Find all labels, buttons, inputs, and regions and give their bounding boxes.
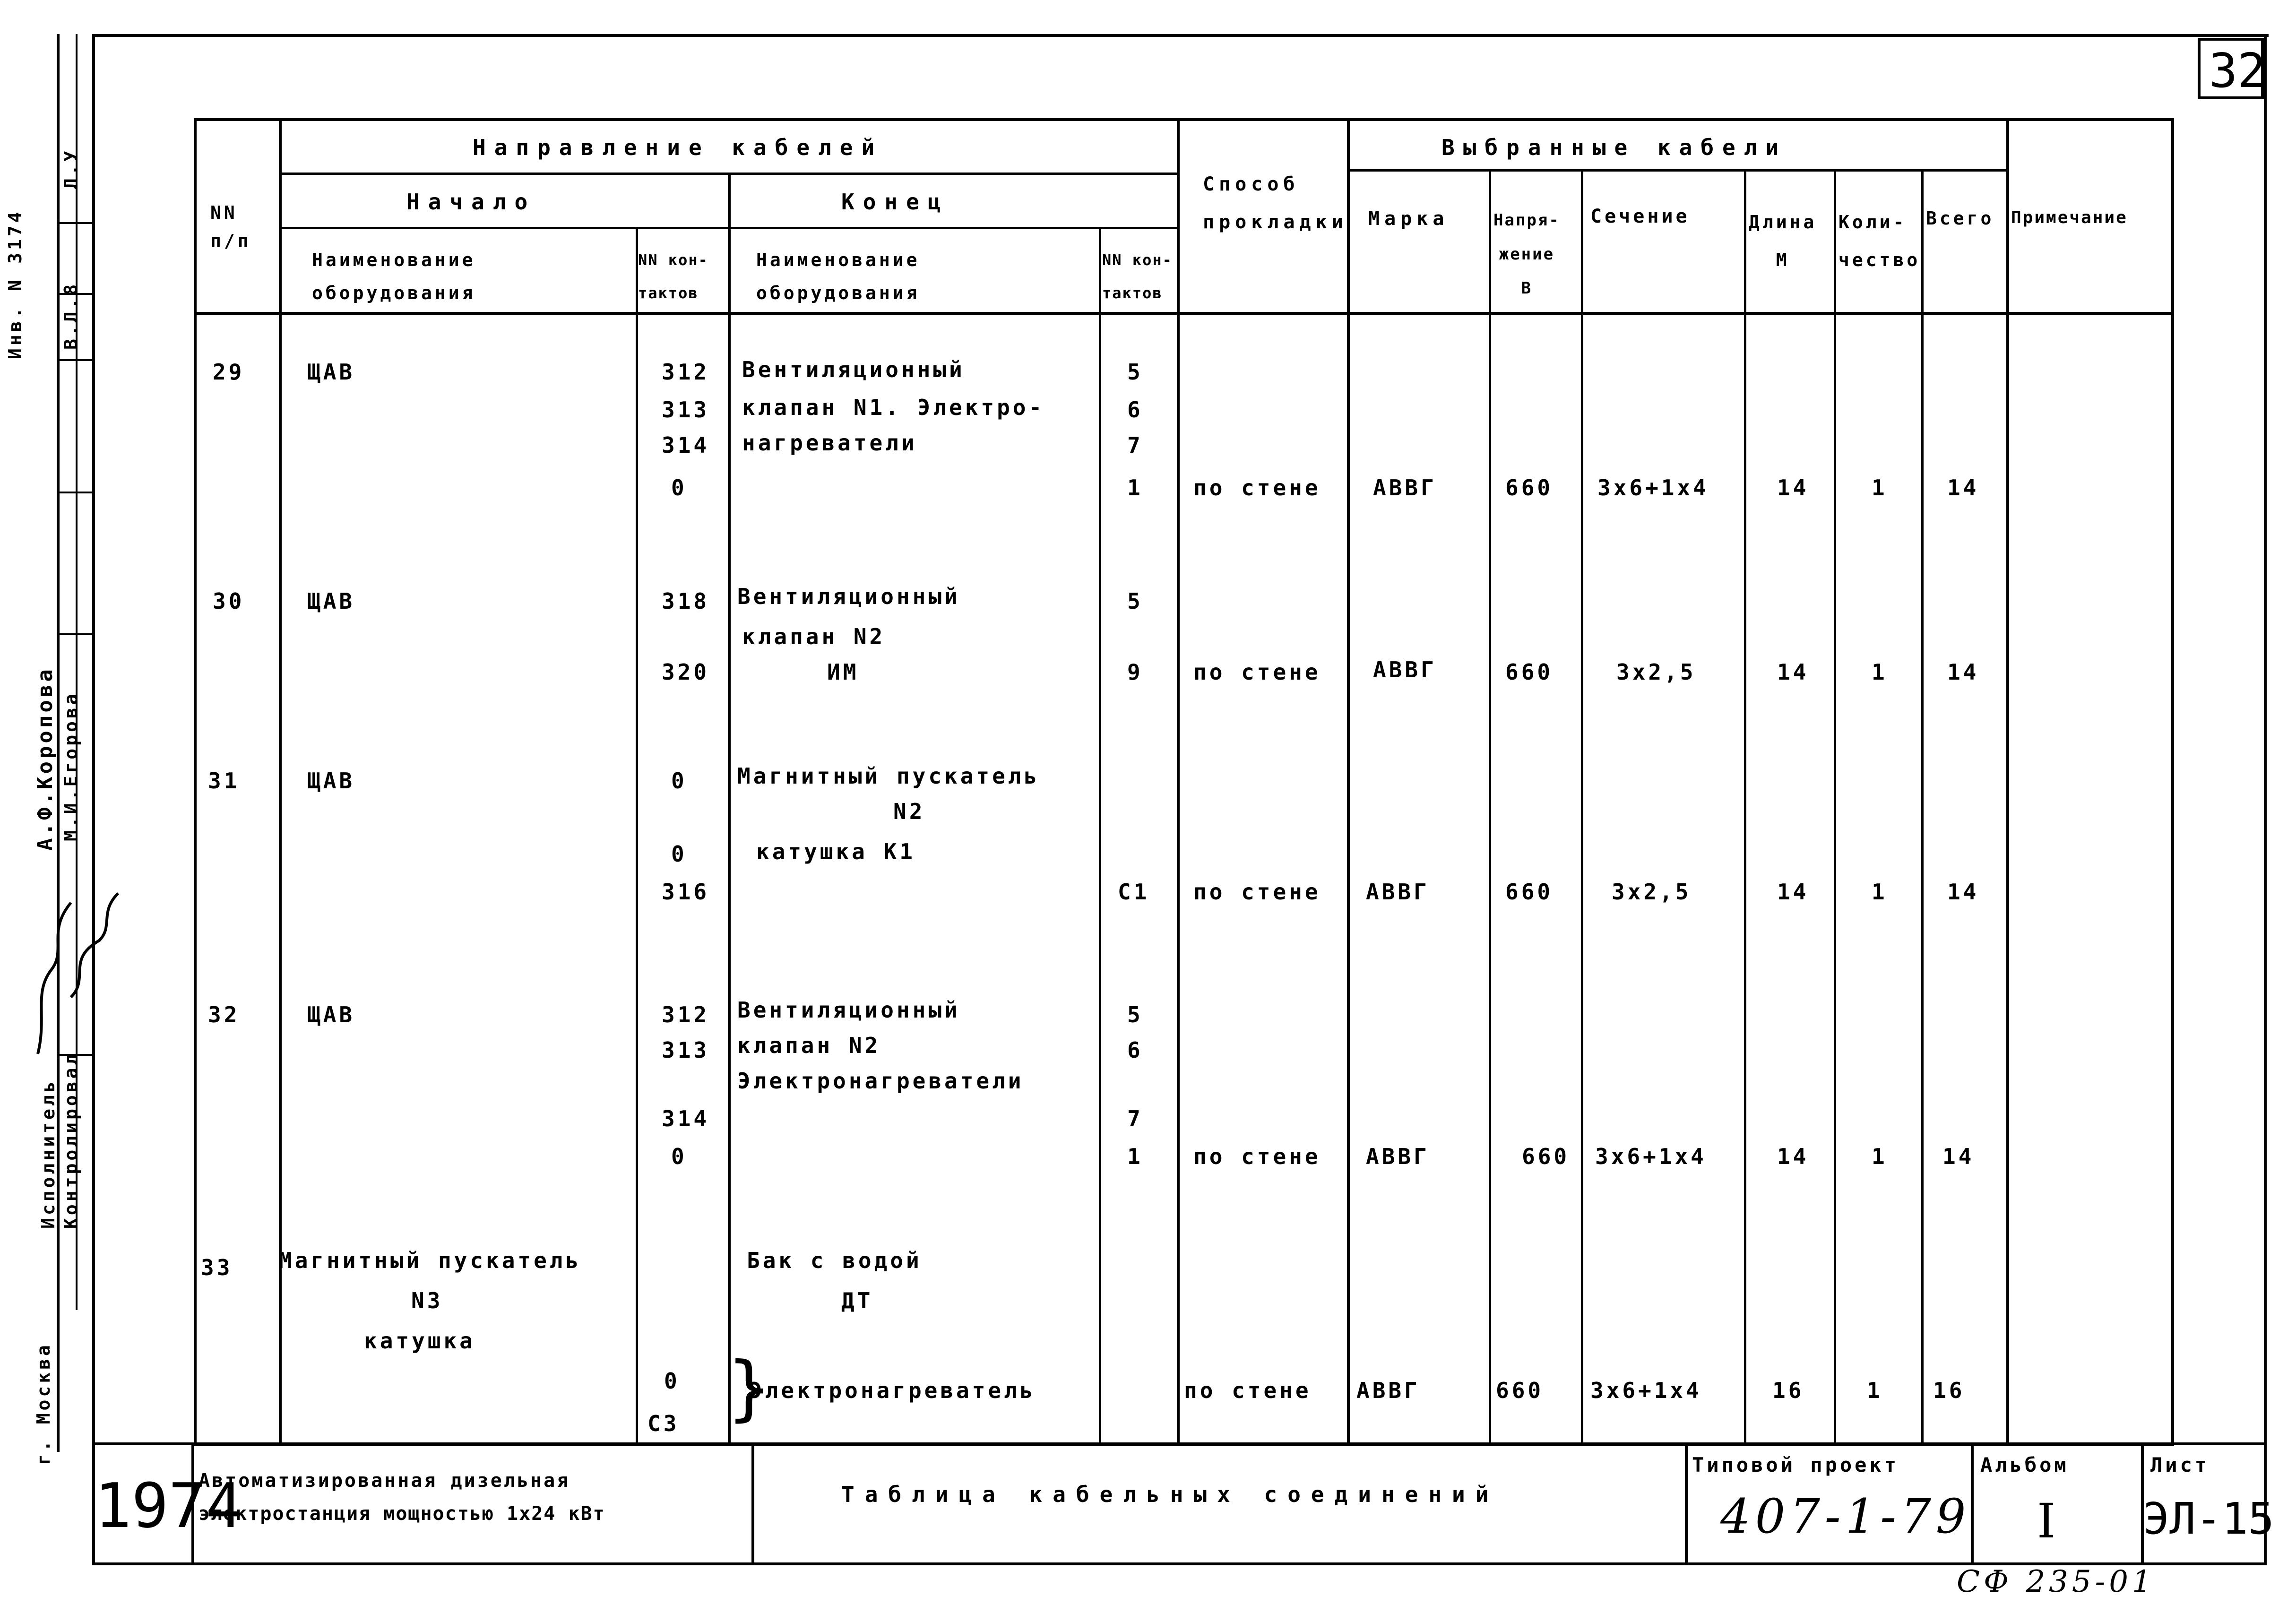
row30-end-name-3: ИМ [827, 659, 859, 685]
stamp-div-title [1685, 1442, 1688, 1565]
row31-end-name-2: N2 [893, 799, 925, 824]
row30-start-contact-2: 320 [662, 659, 710, 685]
frame-bottom [92, 1562, 2266, 1565]
row31-end-name-1: Магнитный пускатель [737, 763, 1040, 789]
row32-start-contact-4: 0 [671, 1144, 687, 1169]
row29-end-contact-2: 6 [1127, 397, 1143, 423]
col-line-end-contacts [1177, 118, 1180, 1446]
col-line-start-contacts [728, 175, 731, 1446]
row32-total: 14 [1942, 1144, 1975, 1169]
row29-start-contact-4: 0 [671, 475, 687, 500]
row31-start-contact-1: 0 [671, 768, 687, 794]
hdr-total: Всего [1926, 208, 1994, 229]
row30-section: 3x2,5 [1616, 659, 1696, 685]
stamp-album-value: I [2037, 1493, 2059, 1549]
row32-end-contact-4: 1 [1127, 1144, 1143, 1169]
row31-method: по стене [1193, 879, 1321, 905]
row31-section: 3x2,5 [1612, 879, 1692, 905]
stamp-project-number: 407-1-79 [1720, 1489, 1971, 1544]
col-line-start-name [636, 227, 638, 1446]
side-executor-label: Исполнитель [38, 1079, 59, 1229]
hdr-direction: Направление кабелей [473, 135, 883, 160]
hdr-line-1 [279, 173, 1179, 175]
stamp-object-line-2: электростанция мощностью 1x24 кВт [199, 1503, 605, 1525]
row33-start-name-3: катушка [364, 1328, 475, 1354]
row29-voltage: 660 [1505, 475, 1554, 500]
row32-section: 3x6+1x4 [1595, 1144, 1707, 1169]
hdr-end-equipment: Наименование оборудования [756, 250, 920, 303]
col-line-mark [1489, 170, 1491, 1446]
hdr-line-3 [194, 312, 2174, 315]
stamp-year: 1974 [95, 1470, 243, 1542]
row30-length: 14 [1777, 659, 1809, 685]
row32-method: по стене [1193, 1144, 1321, 1169]
row33-num: 33 [201, 1255, 233, 1280]
row31-mark: АВВГ [1366, 879, 1430, 905]
row33-total: 16 [1933, 1378, 1965, 1403]
row29-start-name: ЩАВ [307, 359, 355, 385]
side-strip-line-4 [57, 492, 95, 493]
sheet-number-box [2198, 38, 2264, 99]
col-line-voltage [1581, 170, 1583, 1446]
side-inv-label: Инв. N 3174 [5, 209, 26, 359]
col-line-num [279, 118, 282, 1446]
row32-num: 32 [208, 1002, 240, 1027]
col-line-length [1834, 170, 1836, 1446]
hdr-count: Коли- чество [1839, 212, 1921, 270]
row29-total: 14 [1947, 475, 1979, 500]
stamp-div-object [751, 1442, 754, 1565]
sheet-number: 32 [2209, 43, 2266, 98]
row32-length: 14 [1777, 1144, 1809, 1169]
row30-mark: АВВГ [1373, 657, 1437, 682]
row32-start-contact-3: 314 [662, 1106, 710, 1131]
row33-brace-icon: } [728, 1347, 771, 1429]
row32-end-name-3: Электронагреватели [737, 1068, 1024, 1094]
hdr-note: Примечание [2011, 208, 2128, 227]
row30-end-name-1: Вентиляционный [737, 584, 960, 609]
row32-mark: АВВГ [1366, 1144, 1430, 1169]
row31-start-name: ЩАВ [307, 768, 355, 794]
side-ly: Л.У [60, 148, 81, 189]
row29-start-contact-2: 313 [662, 397, 710, 423]
row33-start-name-1: Магнитный пускатель [279, 1248, 582, 1273]
row31-count: 1 [1872, 879, 1888, 905]
row32-end-name-1: Вентиляционный [737, 997, 960, 1023]
row31-end-name-3: катушка К1 [756, 839, 915, 864]
row29-end-contact-3: 7 [1127, 432, 1143, 458]
row29-end-contact-4: 1 [1127, 475, 1143, 500]
row30-end-contact-1: 5 [1127, 588, 1143, 614]
row30-total: 14 [1947, 659, 1979, 685]
row33-section: 3x6+1x4 [1590, 1378, 1702, 1403]
row29-length: 14 [1777, 475, 1809, 500]
row32-end-name-2: клапан N2 [737, 1033, 881, 1058]
row29-method: по стене [1193, 475, 1321, 500]
row33-voltage: 660 [1496, 1378, 1544, 1403]
row32-count: 1 [1872, 1144, 1888, 1169]
hdr-num: NN п/п [210, 202, 251, 251]
hdr-end-contacts: NN кон- тактов [1102, 251, 1173, 302]
hdr-mark: Марка [1368, 208, 1449, 230]
row33-end-name-2: ДТ [841, 1288, 873, 1313]
frame-right [2264, 34, 2267, 1565]
row31-total: 14 [1947, 879, 1979, 905]
side-checked-label: Контролировал [60, 1051, 81, 1229]
cable-table [194, 118, 2174, 1446]
side-city: г. Москва [33, 1342, 54, 1465]
row29-count: 1 [1872, 475, 1888, 500]
row32-start-contact-2: 313 [662, 1037, 710, 1063]
col-line-method [1347, 118, 1350, 1446]
row33-length: 16 [1772, 1378, 1804, 1403]
row29-start-contact-3: 314 [662, 432, 710, 458]
footer-code: СФ 235-01 [1957, 1564, 2155, 1599]
row31-length: 14 [1777, 879, 1809, 905]
row29-num: 29 [213, 359, 245, 385]
stamp-sheet-value: ЭЛ-15 [2143, 1493, 2274, 1544]
stamp-object-line-1: Автоматизированная дизельная [199, 1470, 570, 1492]
hdr-start-equipment: Наименование оборудования [312, 250, 476, 303]
row32-voltage: 660 [1522, 1144, 1570, 1169]
hdr-line-2 [279, 227, 1179, 229]
side-strip-line-3 [57, 359, 95, 361]
hdr-end: Конец [841, 189, 949, 215]
row32-end-contact-3: 7 [1127, 1106, 1143, 1131]
row30-count: 1 [1872, 659, 1888, 685]
row30-voltage: 660 [1505, 659, 1554, 685]
row29-end-name-1: Вентиляционный [742, 357, 965, 382]
side-strip-line-7 [57, 222, 95, 224]
side-checked-name: М.И.Егорова [60, 691, 81, 841]
row31-voltage: 660 [1505, 879, 1554, 905]
row29-end-name-3: нагреватели [742, 430, 917, 456]
row32-start-name: ЩАВ [307, 1002, 355, 1027]
hdr-voltage: Напря- жение В [1493, 211, 1560, 298]
stamp-album-label: Альбом [1980, 1453, 2069, 1476]
row30-end-name-2: клапан N2 [742, 624, 886, 649]
row31-start-contact-3: 316 [662, 879, 710, 905]
hdr-line-1b [1347, 169, 2009, 172]
frame-top [92, 34, 2269, 37]
row29-end-contact-1: 5 [1127, 359, 1143, 385]
stamp-div-project [1971, 1442, 1974, 1565]
stamp-project-label: Типовой проект [1692, 1453, 1899, 1476]
hdr-start: Начало [406, 189, 536, 215]
hdr-start-contacts: NN кон- тактов [638, 251, 708, 302]
row29-start-contact-1: 312 [662, 359, 710, 385]
row29-mark: АВВГ [1373, 475, 1437, 500]
col-line-count [1921, 170, 1924, 1446]
row31-start-contact-2: 0 [671, 841, 687, 867]
row33-end-name-1: Бак с водой [747, 1248, 922, 1273]
hdr-section: Сечение [1590, 206, 1690, 227]
row33-start-contact-2: С3 [647, 1411, 680, 1436]
row32-end-contact-1: 5 [1127, 1002, 1143, 1027]
row30-method: по стене [1193, 659, 1321, 685]
side-inv-value: В.Л.8 [60, 281, 81, 350]
col-line-end-name [1099, 227, 1101, 1446]
stamp-sheet-label: Лист [2150, 1453, 2210, 1476]
row33-end-name-3: Электронагреватель [749, 1378, 1036, 1403]
row33-count: 1 [1867, 1378, 1883, 1403]
row31-num: 31 [208, 768, 240, 794]
hdr-selected: Выбранные кабели [1441, 135, 1787, 160]
row29-section: 3x6+1x4 [1597, 475, 1709, 500]
row32-start-contact-1: 312 [662, 1002, 710, 1027]
row30-start-name: ЩАВ [307, 588, 355, 614]
row32-end-contact-2: 6 [1127, 1037, 1143, 1063]
row33-method: по стене [1184, 1378, 1312, 1403]
row33-mark: АВВГ [1356, 1378, 1420, 1403]
row29-end-name-2: клапан N1. Электро- [742, 395, 1045, 420]
col-line-total [2006, 118, 2009, 1446]
row31-end-contact-1: С1 [1118, 879, 1150, 905]
side-executor-name: А.Ф.Коропова [33, 666, 57, 851]
hdr-length: Длина М [1749, 212, 1817, 270]
frame-left [92, 34, 95, 1565]
side-strip-line-6 [57, 633, 95, 635]
stamp-title: Таблица кабельных соединений [841, 1482, 1499, 1507]
stamp-top-line [92, 1442, 2266, 1445]
col-line-section [1744, 170, 1746, 1446]
row30-num: 30 [213, 588, 245, 614]
row30-end-contact-2: 9 [1127, 659, 1143, 685]
row33-start-name-2: N3 [411, 1288, 443, 1313]
row33-start-contact-1: 0 [664, 1368, 680, 1394]
row30-start-contact-1: 318 [662, 588, 710, 614]
signature-mark [19, 874, 123, 1063]
hdr-method: Способ прокладки [1203, 173, 1348, 233]
